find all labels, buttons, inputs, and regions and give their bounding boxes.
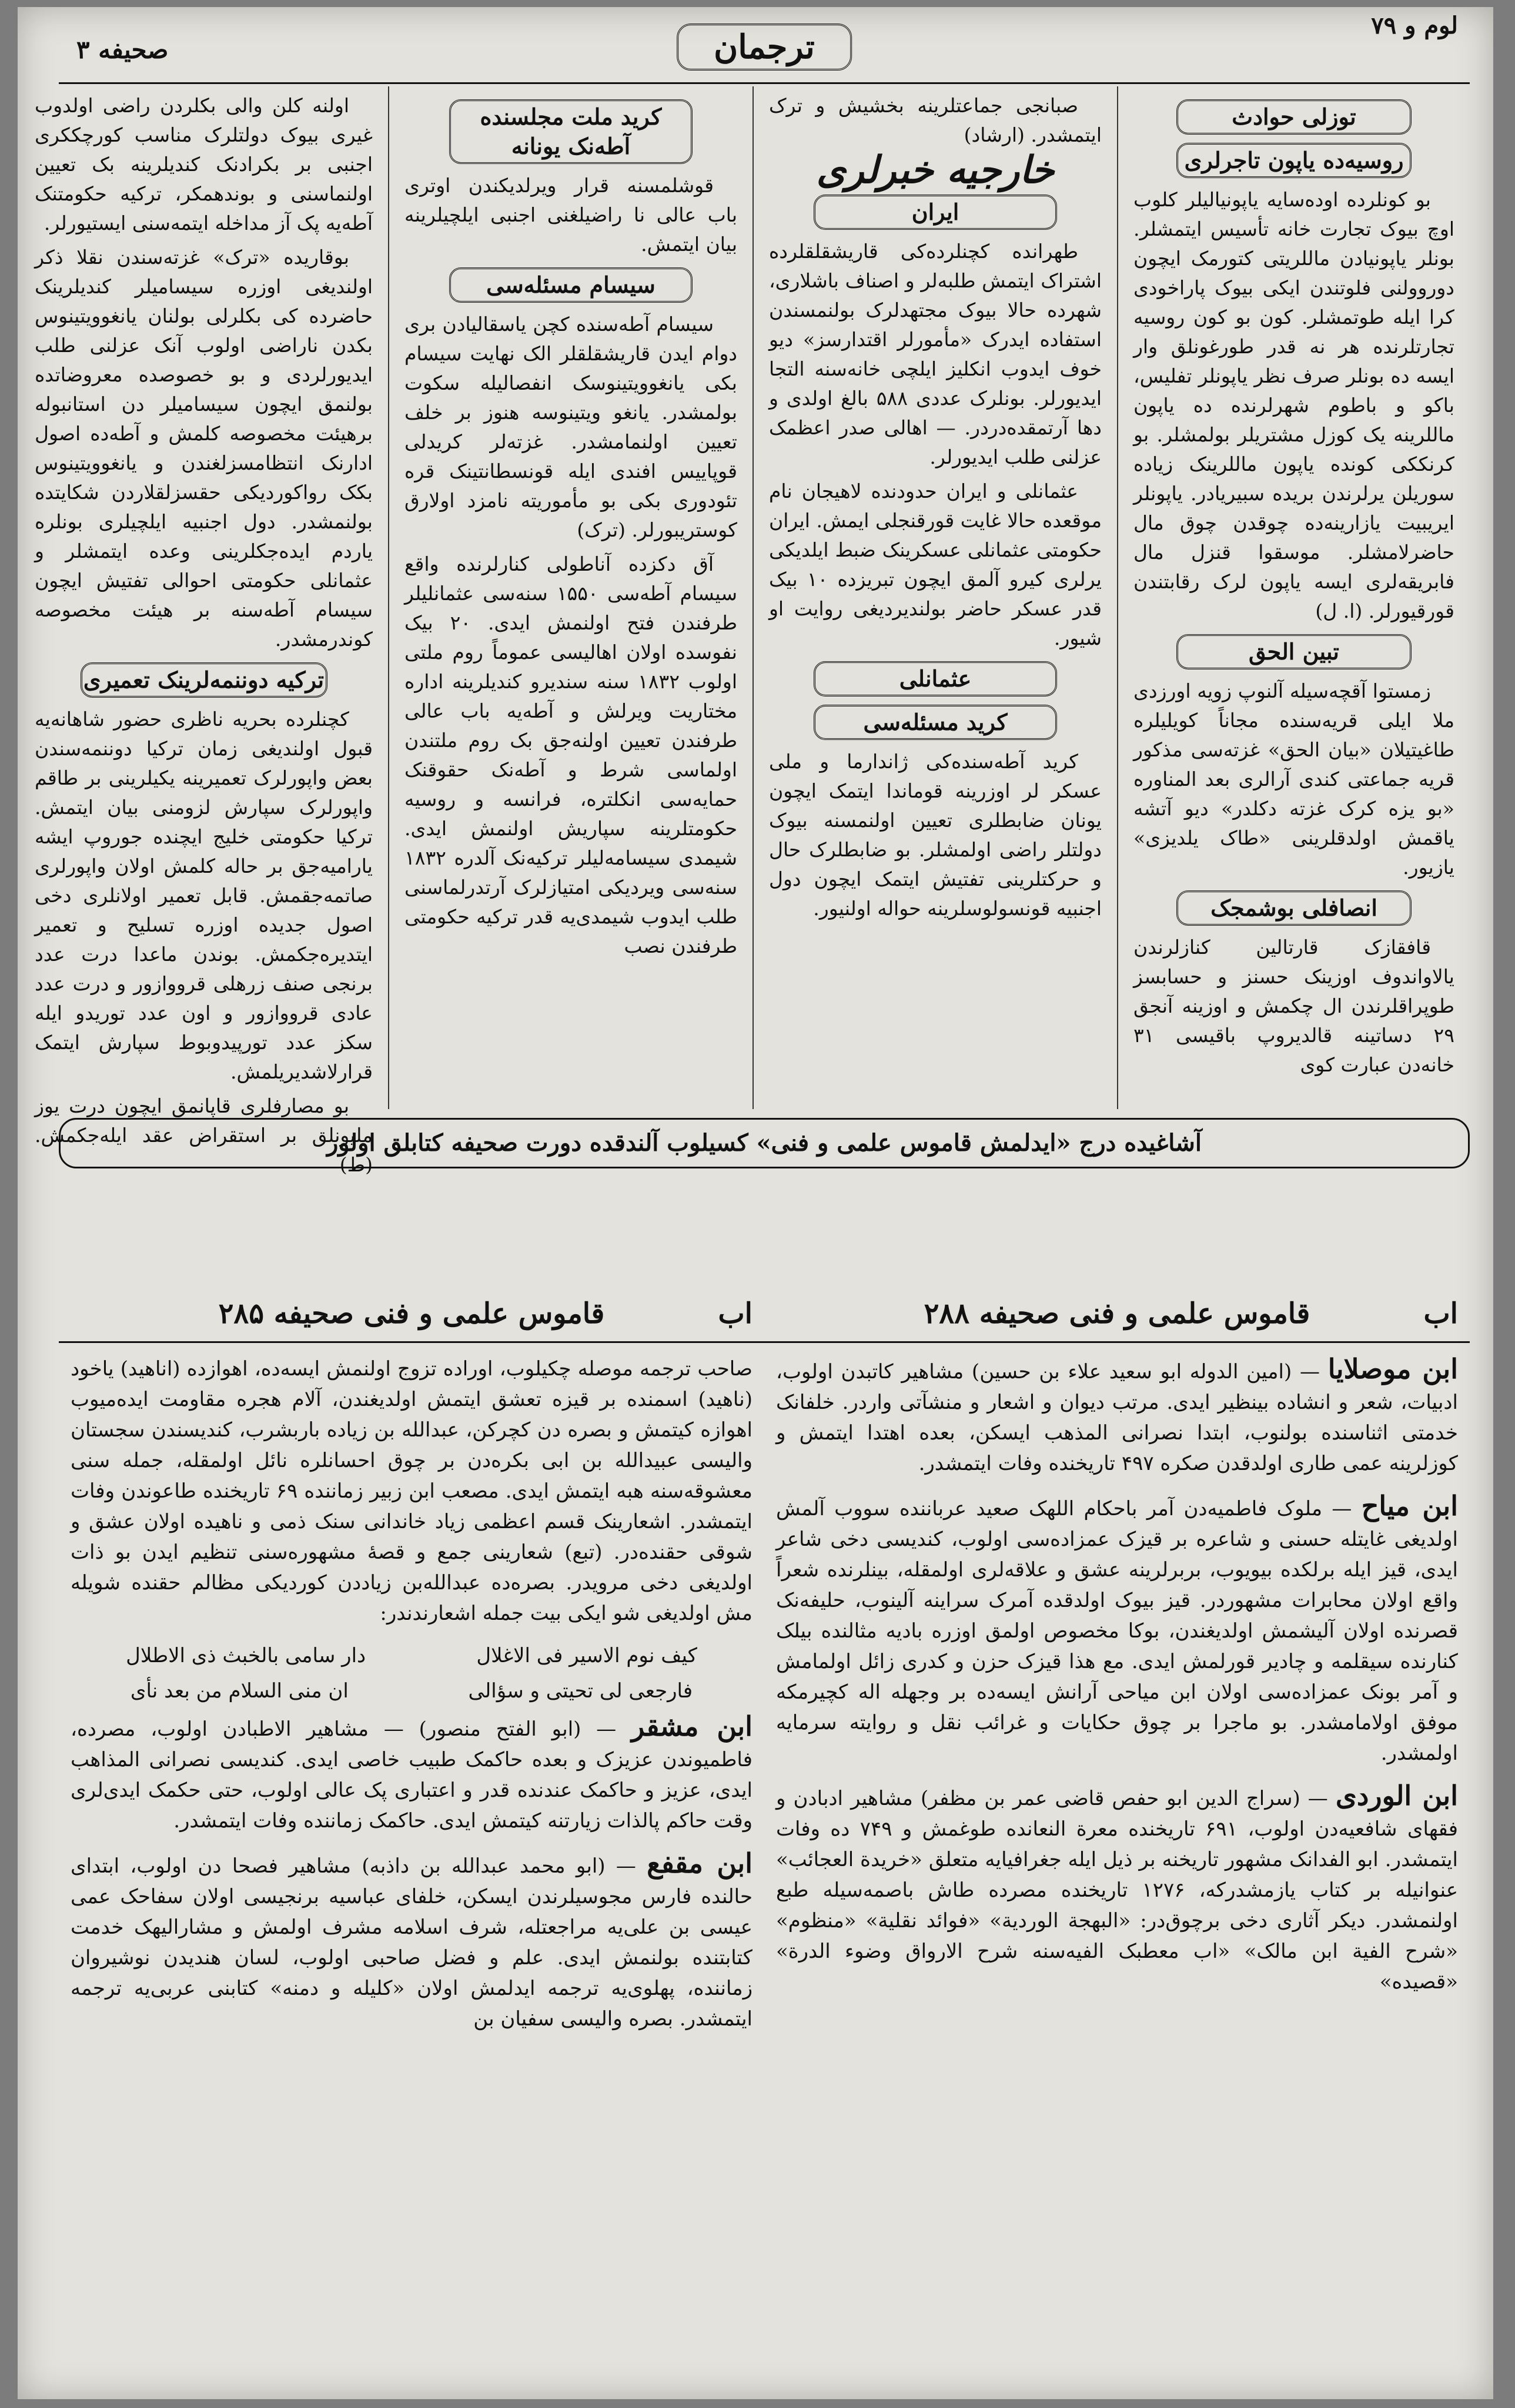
article-text: بوقاریده «ترک» غزته‌سندن نقلا ذکر اولندیغی اوزره سیسامیلر کندیلرینک حاضرده کی بکلرلی بولنان یانغوویتینوس بکدن ناراضی اولوب آنک عزلنی طلب ایدیورلردی و بو خصوصده معروضاتده بولنمق ایچون سیسامیلر دن استانبوله برهیئت مخصوصه کلمش و آطه‌ده اصول ادارنک انتظامسزلغندن و یانغوویتینوس بکک رواکوردیکی حقسزلقلاردن شکایتده بولنمشدر. دول اجنبیه ایلچیلری بونلره یاردم ایده‌جکلرینی وعده ایتمشلر و عثمانلی حکومتی احوالی تفتیش ایچون سیسام آطه‌سنه بر هیئت مخصوصه کوندرمشدر. — [35, 246, 373, 651]
entry-text: (ابو الفتح منصور) — مشاهیر الاطبادن اولوب، مصرده، فاطمیوندن عزیزک و بعده حاکمک طبیب خاصی ایدی. کندیسی نصرانی المذاهب ایدی، عزیز و حاکمک عندنده قدر و اعتباری پک عالی اولوب، حتی حکمک ایدی‌لری وقت حاکم پالذات زیارتنه کیتمش ایدی. حاکمک زماننده وفات ایتمشدر. — [71, 1717, 753, 1833]
dictionary-entry: ابن مشقر — (ابو الفتح منصور) — مشاهیر الاطبادن اولوب، مصرده، فاطمیوندن عزیزک و بعده حاکمک طبیب خاصی ایدی. کندیسی نصرانی المذاهب ایدی، عزیز و حاکمک عندنده قدر و اعتباری پک عالی اولوب، حتی حکمک ایدی‌لری وقت حاکم پالذات زیارتنه کیتمش ایدی. حاکمک زماننده وفات ایتمشدر. — [71, 1710, 753, 1833]
article-text: زمستوا آقچه‌سیله آلنوپ زویه اورزدی ملا ایلی قریه‌سنده مجاناً کویلیلره طاغیتیلان «بیان الحق» غزته‌سی مذکور قریه جماعتی کندی آرالری بعد المناوره «بو یزه کرک غزته دکلدر» دیو آتشه یاقمش اولدقلرینی «طاک یلدیزی» یازیور. — [1133, 679, 1454, 879]
column-fleet — [19, 86, 388, 1176]
letter-mark: اب — [1423, 1297, 1458, 1330]
dictionary-entry: ابن موصلایا — (امین الدوله ابو سعید علاء بن حسین) مشاهیر کاتبدن اولوب، ادبیات، شعر و انشاده بینظیر ایدی. مرتب دیوان و اشعار و منشآتی واردر. خلفانک خدمتی اثناسنده بولنوب، ابتدا نصرانی المذهب ایسکن، بعده اهتدا ایتمش و کوزلرینه عمی طاری اولدقدن صکره ۴۹۷ تاریخنده وفات ایتمشدر. — [776, 1353, 1458, 1475]
article-text: کچنلرده بحریه ناظری حضور شاهانه‌یه قبول اولندیغی زمان ترکیا دوننمه‌سندن بعض واپورلرک تعمیرینه یکیلرینی بر طاقم واپورلرک سپارش لزومنی بیان ایتمش. ترکیا حکومتی خلیج ایچنده جوروپ ایشه یارامیه‌جق بر حاله کلمش اولان واپورلری صاتمه‌جقمش. قابل تعمیر اولانلری دخی اصول جدیده اوزره تسلیح و تعمیر ایتدیره‌جکمش. بوندن ماعدا درت عدد برنجی صنف زرهلی قرووازور و درت عدد عادی قرووازور و اون عدد توریدو ایله سکز عدد تورپیدوبوط سپارش ایتمک قرارلاشدیریلمش. — [35, 708, 373, 1083]
dictionary-entry: ابن مقفع — (ابو محمد عبدالله بن داذبه) مشاهیر فصحا دن اولوب، ابتدای حالنده فارس مجوسیلرندن ایسکن، خلفای عباسیه برنجیسی اولان سفاحک عمی عیسی بن علی‌یه مراجعتله، شرف اسلامه مشرف اولمش و مشارالیهک خدمت کتابتنده بولنمش ایدی. علم و فضل صاحبی اولوب، لسان هندیدن نوشیروان زماننده، پهلوی‌یه ترجمه ایدلمش اولان «کلیله و دمنه» کتابنی عربی‌یه ترجمه ایتمشدر. بصره والیسی سفیان بن — [71, 1847, 753, 2031]
entry-text: ملوک فاطمیه‌دن آمر باحکام اللهک صعید عرباننده سووب آلمش اولدیغی غایتله حسنی و شاعره بر قیزک عمزاده‌سی اولوب، کندیسی دخی شاعر ایدی، قیز ایله برلکده بیویوب، بربرلرینه عشق و علاقه‌لری اولمقله، بینلرنده شعراً واقع اولان محابرات مشهوردر. قیز بیوک اولدقده آمرک سراینه آلینوب، حلیفه‌نک قصرنده اولان آلیشمش اولدیغندن، بوکا مخصوص اولمق اوزره بادیه مثالنده بیلک کنارنده سیقلمه و چادیر قورلمش ایدی. مع هذا قیزک حزن و کدری زائل اولمامش و آمر بونک عمزاده‌سی اولان ابن میاحی آرانش ایسه‌ده بر وجهله اله کچیرمکه موفق اولامامشدر. بو ماجرا بر چوق حکایات و غرائب نقل و روایته سرمایه اولمشدر. — [776, 1497, 1458, 1765]
entry-text: (امین الدوله ابو سعید علاء بن حسین) مشاهیر کاتبدن اولوب، ادبیات، شعر و انشاده بینظیر ایدی. مرتب دیوان و اشعار و منشآتی واردر. خلفانک خدمتی اثناسنده بولنوب، ابتدا نصرانی المذهب ایسکن، بعده اهتدا ایتمش و کوزلرینه عمی طاری اولدقدن صکره ۴۹۷ تاریخنده وفات ایتمشدر. — [776, 1360, 1458, 1475]
dictionary-page-title: قاموس علمی و فنی صحیفه ۲۸۸ — [924, 1297, 1310, 1330]
section-heading: توزلی حوادث — [1176, 99, 1411, 135]
subheading: کرید ملت مجلسنده آطه‌نک یونانه — [449, 99, 693, 164]
article-text: بو کونلرده اوده‌سایه یاپونیالیلر کلوب اوچ بیوک تجارت خانه تأسیس ایتمشلر. بونلر یاپونیادن ماللریتی کتورمک ایچون دوروولنی فلوتندن ایکی بیوک پاراخودی کرا ایله طوتمشلر. کون بو کون روسیه تجارتلرنده هر نه قدر طورغونلق وار ایسه ده بونلر صرف نظر یاپونلر تفلیس، باکو و باطوم شهرلرنده ده یاپون ماللرینه یک کوزل مشتریلر بولمشلر. بو کرنککی کونده یاپون ماللرینک زیاده سوریلن یرلرندن بریده سبیریادر. یاپونلر ایریبیت یازارینه‌ده چوقدن چوق مال حاضرلامشلر. موسقوا قنزل مال فابریقه‌لری ایسه یاپون لرک رقابتندن قورقیورلر. (ا. ل) — [1133, 188, 1454, 622]
subheading: ترکیه دوننمه‌لرینک تعمیری — [81, 662, 327, 698]
entry-text: (سراج الدین ابو حفص قاضی عمر بن مظفر) مشاهیر ادبادن و فقهای شافعیه‌دن اولوب، ۶۹۱ تاریخنده معرة النعانده طوغمش و ۷۴۹ ده وفات ایتمشدر. ابو الفدانک مشهور تاریخنه بر ذیل ایله جغرافیایه متعلق «خریدة العجائب» عنوانیله بر کتاب یازمشدرکه، ۱۲۷۶ تاریخنده مصرده طاش باصمه‌سیله طبع اولنمشدر. دیکر آثاری دخی برچوق‌در: «البهجة الوردیة» «فوائد نقلیة» «منظوم» «شرح الفیة ابن مالک» «اب معطبک الفیه‌سنه شرح الارواق وضوء الدرة» «قصیده» — [776, 1787, 1458, 1994]
dictionary-page-right — [764, 1288, 1470, 2382]
verse-line — [71, 1640, 753, 1671]
dictionary-page-title: قاموس علمی و فنی صحیفه ۲۸۵ — [218, 1297, 605, 1330]
dictionary-entry: ابن الوردی — (سراج الدین ابو حفص قاضی عمر بن مظفر) مشاهیر ادبادن و فقهای شافعیه‌دن اولوب، ۶۹۱ تاریخنده معرة النعانده طوغمش و ۷۴۹ ده وفات ایتمشدر. ابو الفدانک مشهور تاریخنه بر ذیل ایله جغرافیایه متعلق «خریدة العجائب» عنوانیله بر کتاب یازمشدرکه، ۱۲۷۶ تاریخنده مصرده طاش باصمه‌سیله طبع اولنمشدر. دیکر آثاری دخی برچوق‌در: «البهجة الوردیة» «فوائد نقلیة» «منظوم» «شرح الفیة ابن مالک» «اب معطبک الفیه‌سنه شرح الارواق وضوء الدرة» «قصیده» — [776, 1780, 1458, 1994]
article-text: آق دکزده آناطولی کنارلرنده واقع سیسام آطه‌سی ۱۵۵۰ سنه‌سی عثمانلیلر طرفندن فتح اولنمش ایدی. ۲۰ بیک نفوسده اولان اهالیسی عموماً روم ملتی اولوب ۱۸۳۲ سنه سندیرو کندیلرینه اداره مختاریت ویرلش و آطه‌یه باب عالی طرفندن تعیین اولنه‌جق بک روم ملتندن اولماسی شرط و آطه‌نک حقوقنک حمایه‌سی انکلتره، فرانسه و روسیه حکومتلرینه سپاریش اولنمش ایدی. شیمدی سیسامه‌لیلر ترکیه‌نک آلدره ۱۸۳۲ سنه‌سی ویردیکی امتیازلرک آرتدرلماسنی طلب ایدوب شیمدی‌یه قدر ترکیه حکومتی طرفندن نصب — [404, 552, 737, 957]
hemistich: فارجعی لی تحیتی و سؤالی — [468, 1679, 693, 1703]
issue-number: لوم و ۷۹ — [1371, 12, 1458, 39]
column-local-news — [1117, 86, 1470, 1109]
dictionary-page-header — [59, 1288, 764, 1343]
entry-headword: ابن موصلایا — [1327, 1353, 1458, 1385]
subheading: سیسام مسئله‌سی — [449, 267, 693, 303]
entry-text: (ابو محمد عبدالله بن داذبه) مشاهیر فصحا دن اولوب، ابتدای حالنده فارس مجوسیلرندن ایسکن، خلفای عباسیه برنجیسی اولان سفاحک عمی عیسی بن علی‌یه مراجعتله، شرف اسلامه مشرف اولمش و مشارالیهک خدمت کتابتنده بولنمش ایدی. علم و فضل صاحبی اولوب، لسان هندیدن نوشیروان زماننده، پهلوی‌یه ترجمه ایدلمش اولان «کلیله و دمنه» کتابنی عربی‌یه ترجمه ایتمشدر. بصره والیسی سفیان بن — [71, 1854, 753, 2031]
section-heading: عثمانلی — [814, 661, 1057, 696]
masthead — [59, 12, 1470, 84]
dictionary-page-left — [59, 1288, 764, 2382]
newspaper-sheet — [18, 7, 1493, 2399]
entry-headword: ابن میاح — [1361, 1490, 1458, 1522]
article-text: عثمانلی و ایران حدودنده لاهیجان نام موقعده حالا غایت قورقنجلی ایمش. ایران حکومتی عثمانلی عسکرینک ضبط ایلدیکی یرلری کیرو آلمق ایچون تبریزده ۱۰ بیک قدر عسکر حاضر بولندیردیغی روایت او شیور. — [769, 480, 1102, 649]
dictionary-entries — [764, 1343, 1470, 2019]
entry-headword: ابن الوردی — [1335, 1780, 1458, 1811]
column-samos — [388, 86, 753, 1109]
entry-text: صاحب ترجمه موصله چکیلوب، اوراده تزوج اولنمش ایسه‌ده، اهوازده (اناهید) یاخود (ناهید) اسمنده بر قیزه تعشق ایتمش اولدیغندن، آلام هجره مقاومت ایده‌میوب اهوازه کیتمش و بصره دن کچرکن، عبدالله بن زیاده باربشرب، کندیسندن سجستان والیسی عبیدالله بن ابی بکره‌دن بر چوق احسانلره نائل اولمقله، جمله سنی معشوقه‌سنه هبه ایتمش ایدی. مصعب ابن زبیر زماننده ۶۹ تاریخنده طاعوندن وفات ایتمشدر. اشعارینک قسم اعظمی زیاد خاندانی سنک ذمی و ناهیده اولان عشق و شوقی حقنده‌در. (تبع) شعارینی جمع و قصهٔ مشهوره‌سنی تنظیم ایدن بو ذات اولدیغی دخی مرویدر. بصره‌ده عبدالله‌بن زیاددن کوردیکی مظالم حقنده شویله مش اولدیغی شو ایکی بیت جمله اشعارندندر: — [71, 1357, 753, 1625]
subheading: انصافلی بوشمجک — [1176, 890, 1411, 926]
page-number: صحیفه ۳ — [76, 35, 169, 64]
subheading: کرید مسئله‌سی — [814, 705, 1057, 740]
column-foreign-news — [753, 86, 1117, 1109]
article-text: قافقازک قارتالین کنازلرندن یالاواندوف اوزینک حسنز و حسابسز طوپراقلرندن ال چکمش و اوزینه آنجق ۲۹ دساتینه قالدیروپ باقیسی ۳۱ خانه‌دن عبارت کوی — [1133, 936, 1454, 1076]
subheading: ایران — [814, 195, 1057, 230]
article-text: اولنه کلن والی بکلردن راضی اولدوب غیری بیوک دولتلرک مناسب کورچککری اجنبی بر بکرادنک کندیلرینه بک تعیین اولنماسنی و بوندهمکر، ترکیه حکومتنک آطه‌یه پک آز مداخله ایتمه‌سنی ایستیورلر. — [35, 94, 373, 235]
entry-headword: ابن مقفع — [647, 1847, 753, 1879]
dictionary-entries — [59, 1343, 764, 2057]
dictionary-banner: آشاغیده درج «ایدلمش قاموس علمی و فنی» کسیلوب آلندقده دورت صحیفه کتابلق اولور — [59, 1118, 1470, 1168]
article-text: سیسام آطه‌سنده کچن یاسقالیادن بری دوام ایدن قاریشقلقلر الک نهایت سیسام بکی یانغوویتینوسک انفصالیله سکوت بولمشدر. یانغو ویتینوسه هنوز بر خلف تعیین اولنمامشدر. غزته‌لر کریدلی قوپاییس افندی ایله قونسطانتینک قره تئودوری بکی بو مأموریته نامزد اولارق کوستریبورلر. (ترک) — [404, 313, 737, 541]
hemistich: دار سامی بالخبث ذی الاطلال — [126, 1644, 366, 1667]
article-text: صبانجی جماعتلرینه بخشیش و ترک ایتمشدر. (ارشاد) — [769, 94, 1102, 146]
article-text: بو مصارفلری قاپانمق ایچون درت یوز ملیونلق بر استقراض عقد ایله‌جکمش. (ط) — [35, 1094, 373, 1176]
article-text: کرید آطه‌سنده‌کی ژاندارما و ملی عسکر لر اوزرینه قوماندا ایتمک ایچون یونان ضابطلری تعیین اولنمسنه بیوک دولتلر راضی اولمشلر. بو ضابطلرک حال و حرکتلرینی تفتیش ایتمک ایچون دول اجنبیه قونسولوسلرینه حواله اولنیور. — [769, 750, 1102, 920]
hemistich: ان منی السلام من بعد نأی — [130, 1679, 349, 1703]
subheading: تبین الحق — [1176, 634, 1411, 669]
newspaper-title: ترجمان — [677, 24, 852, 71]
dictionary-page-header — [764, 1288, 1470, 1343]
article-text: طهرانده کچنلرده‌کی قاریشقلقلرده اشتراک ایتمش طلبه‌لر و اصناف باشلاری، شهرده حالا بیوک مجتهدلرک بولنمسندن استفاده ایدرک «مأمورلر اقتدارسز» دیو خوف ایدوب انکلیز ایلچی خانه‌سنه التجا ایدیورلر. بونلرک عددی ۵۸۸ بالغ اولدی و دها آرتمقده‌دردر. — اهالی صدر اعظمک عزلنی طلب ایدیورلر. — [769, 240, 1102, 468]
verse-line — [71, 1676, 753, 1706]
entry-headword: ابن مشقر — [631, 1710, 753, 1742]
dictionary-entry: ابن میاح — ملوک فاطمیه‌دن آمر باحکام اللهک صعید عرباننده سووب آلمش اولدیغی غایتله حسنی و شاعره بر قیزک عمزاده‌سی اولوب، کندیسی دخی شاعر ایدی، قیز ایله برلکده بیویوب، بربرلرینه عشق و علاقه‌لری اولمقله، بینلرنده شعراً واقع اولان محابرات مشهوردر. قیز بیوک اولدقده آمرک سراینه آلینوب، حلیفه‌نک قصرنده اولان آلیشمش اولدیغندن، بوکا مخصوص اولمق اوزره بادیه مثالنده بیلک کنارنده سیقلمه و چادیر قورلمش ایدی. مع هذا قیزک حزن و کدری زائل اولمامش و آمر بونک عمزاده‌سی اولان ابن میاحی آرانش ایسه‌ده بر وجهله اله کچیرمکه موفق اولامامشدر. بو ماجرا بر چوق حکایات و غرائب نقل و روایته سرمایه اولمشدر. — [776, 1490, 1458, 1765]
article-text: قوشلمسنه قرار ویرلدیکندن اوتری باب عالی نا راضیلغنی اجنبی ایلچیلرینه بیان ایتمش. — [404, 174, 737, 256]
subheading: روسیه‌ده یاپون تاجرلری — [1176, 143, 1411, 178]
section-heading: خارجیه خبرلری — [816, 148, 1055, 192]
letter-mark: اب — [718, 1297, 753, 1330]
hemistich: کیف نوم الاسیر فی الاغلال — [476, 1644, 697, 1667]
